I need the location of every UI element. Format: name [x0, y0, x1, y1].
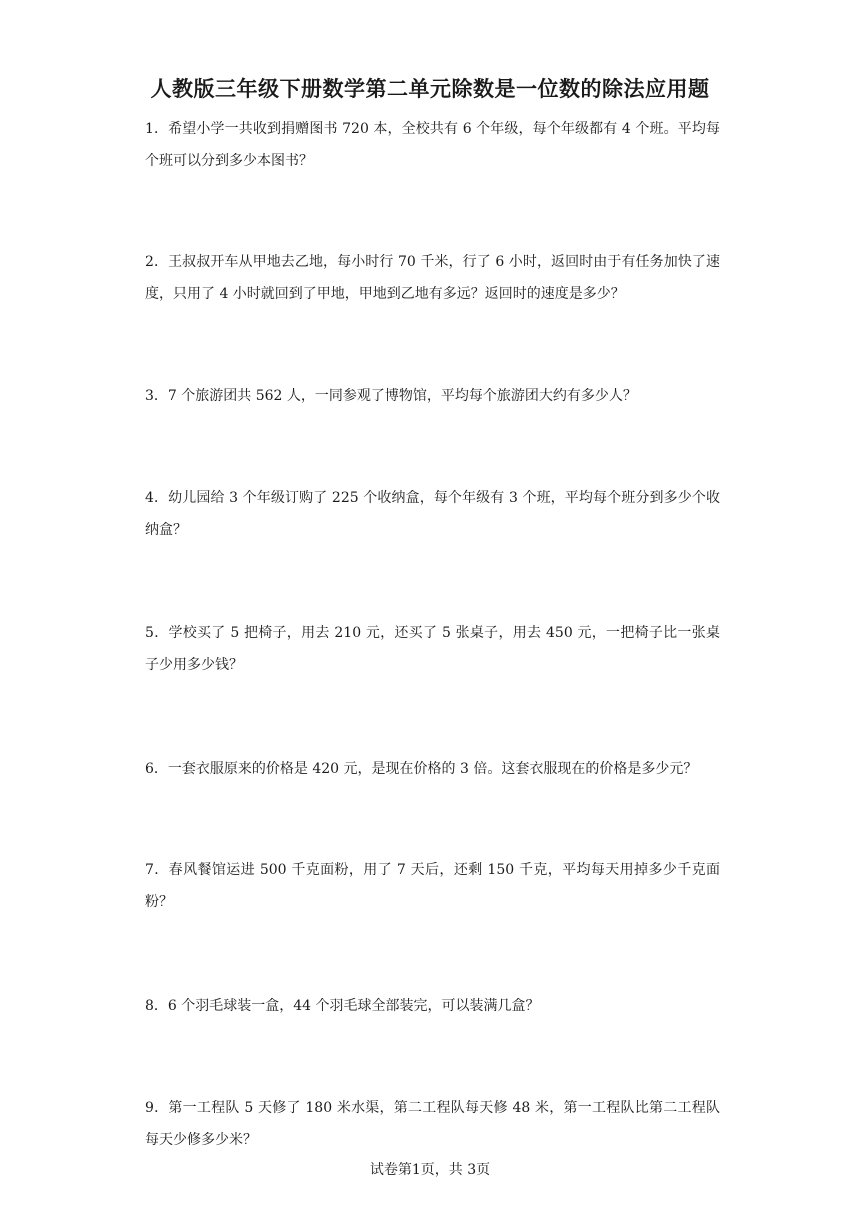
question-4: 4．幼儿园给 3 个年级订购了 225 个收纳盒，每个年级有 3 个班，平均每个班分到多少个收纳盒？: [145, 490, 720, 538]
question-9: 9．第一工程队 5 天修了 180 米水渠，第二工程队每天修 48 米，第一工程队比第二工程队每天少修多少米？: [145, 1100, 720, 1148]
page-footer: 试卷第1页，共 3页: [369, 1162, 491, 1178]
question-6: 6．一套衣服原来的价格是 420 元，是现在价格的 3 倍。这套衣服现在的价格是多少元？: [145, 761, 698, 777]
question-2: 2．王叔叔开车从甲地去乙地，每小时行 70 千米，行了 6 小时，返回时由于有任务加快了速度，只用了 4 小时就回到了甲地，甲地到乙地有多远？返回时的速度是多少？: [145, 254, 720, 302]
question-7: 7．春风餐馆运进 500 千克面粉，用了 7 天后，还剩 150 千克，平均每天用掉多少千克面粉？: [145, 862, 720, 910]
question-5: 5．学校买了 5 把椅子，用去 210 元，还买了 5 张桌子，用去 450 元，一把椅子比一张桌子少用多少钱？: [145, 625, 720, 673]
question-8: 8．6 个羽毛球装一盒，44 个羽毛球全部装完，可以装满几盒？: [145, 998, 540, 1014]
page-title: 人教版三年级下册数学第二单元除数是一位数的除法应用题: [150, 77, 710, 101]
question-1: 1．希望小学一共收到捐赠图书 720 本，全校共有 6 个年级，每个年级都有 4 个班。平均每个班可以分到多少本图书？: [145, 121, 720, 169]
question-3: 3．7 个旅游团共 562 人，一同参观了博物馆，平均每个旅游团大约有多少人？: [145, 388, 637, 404]
